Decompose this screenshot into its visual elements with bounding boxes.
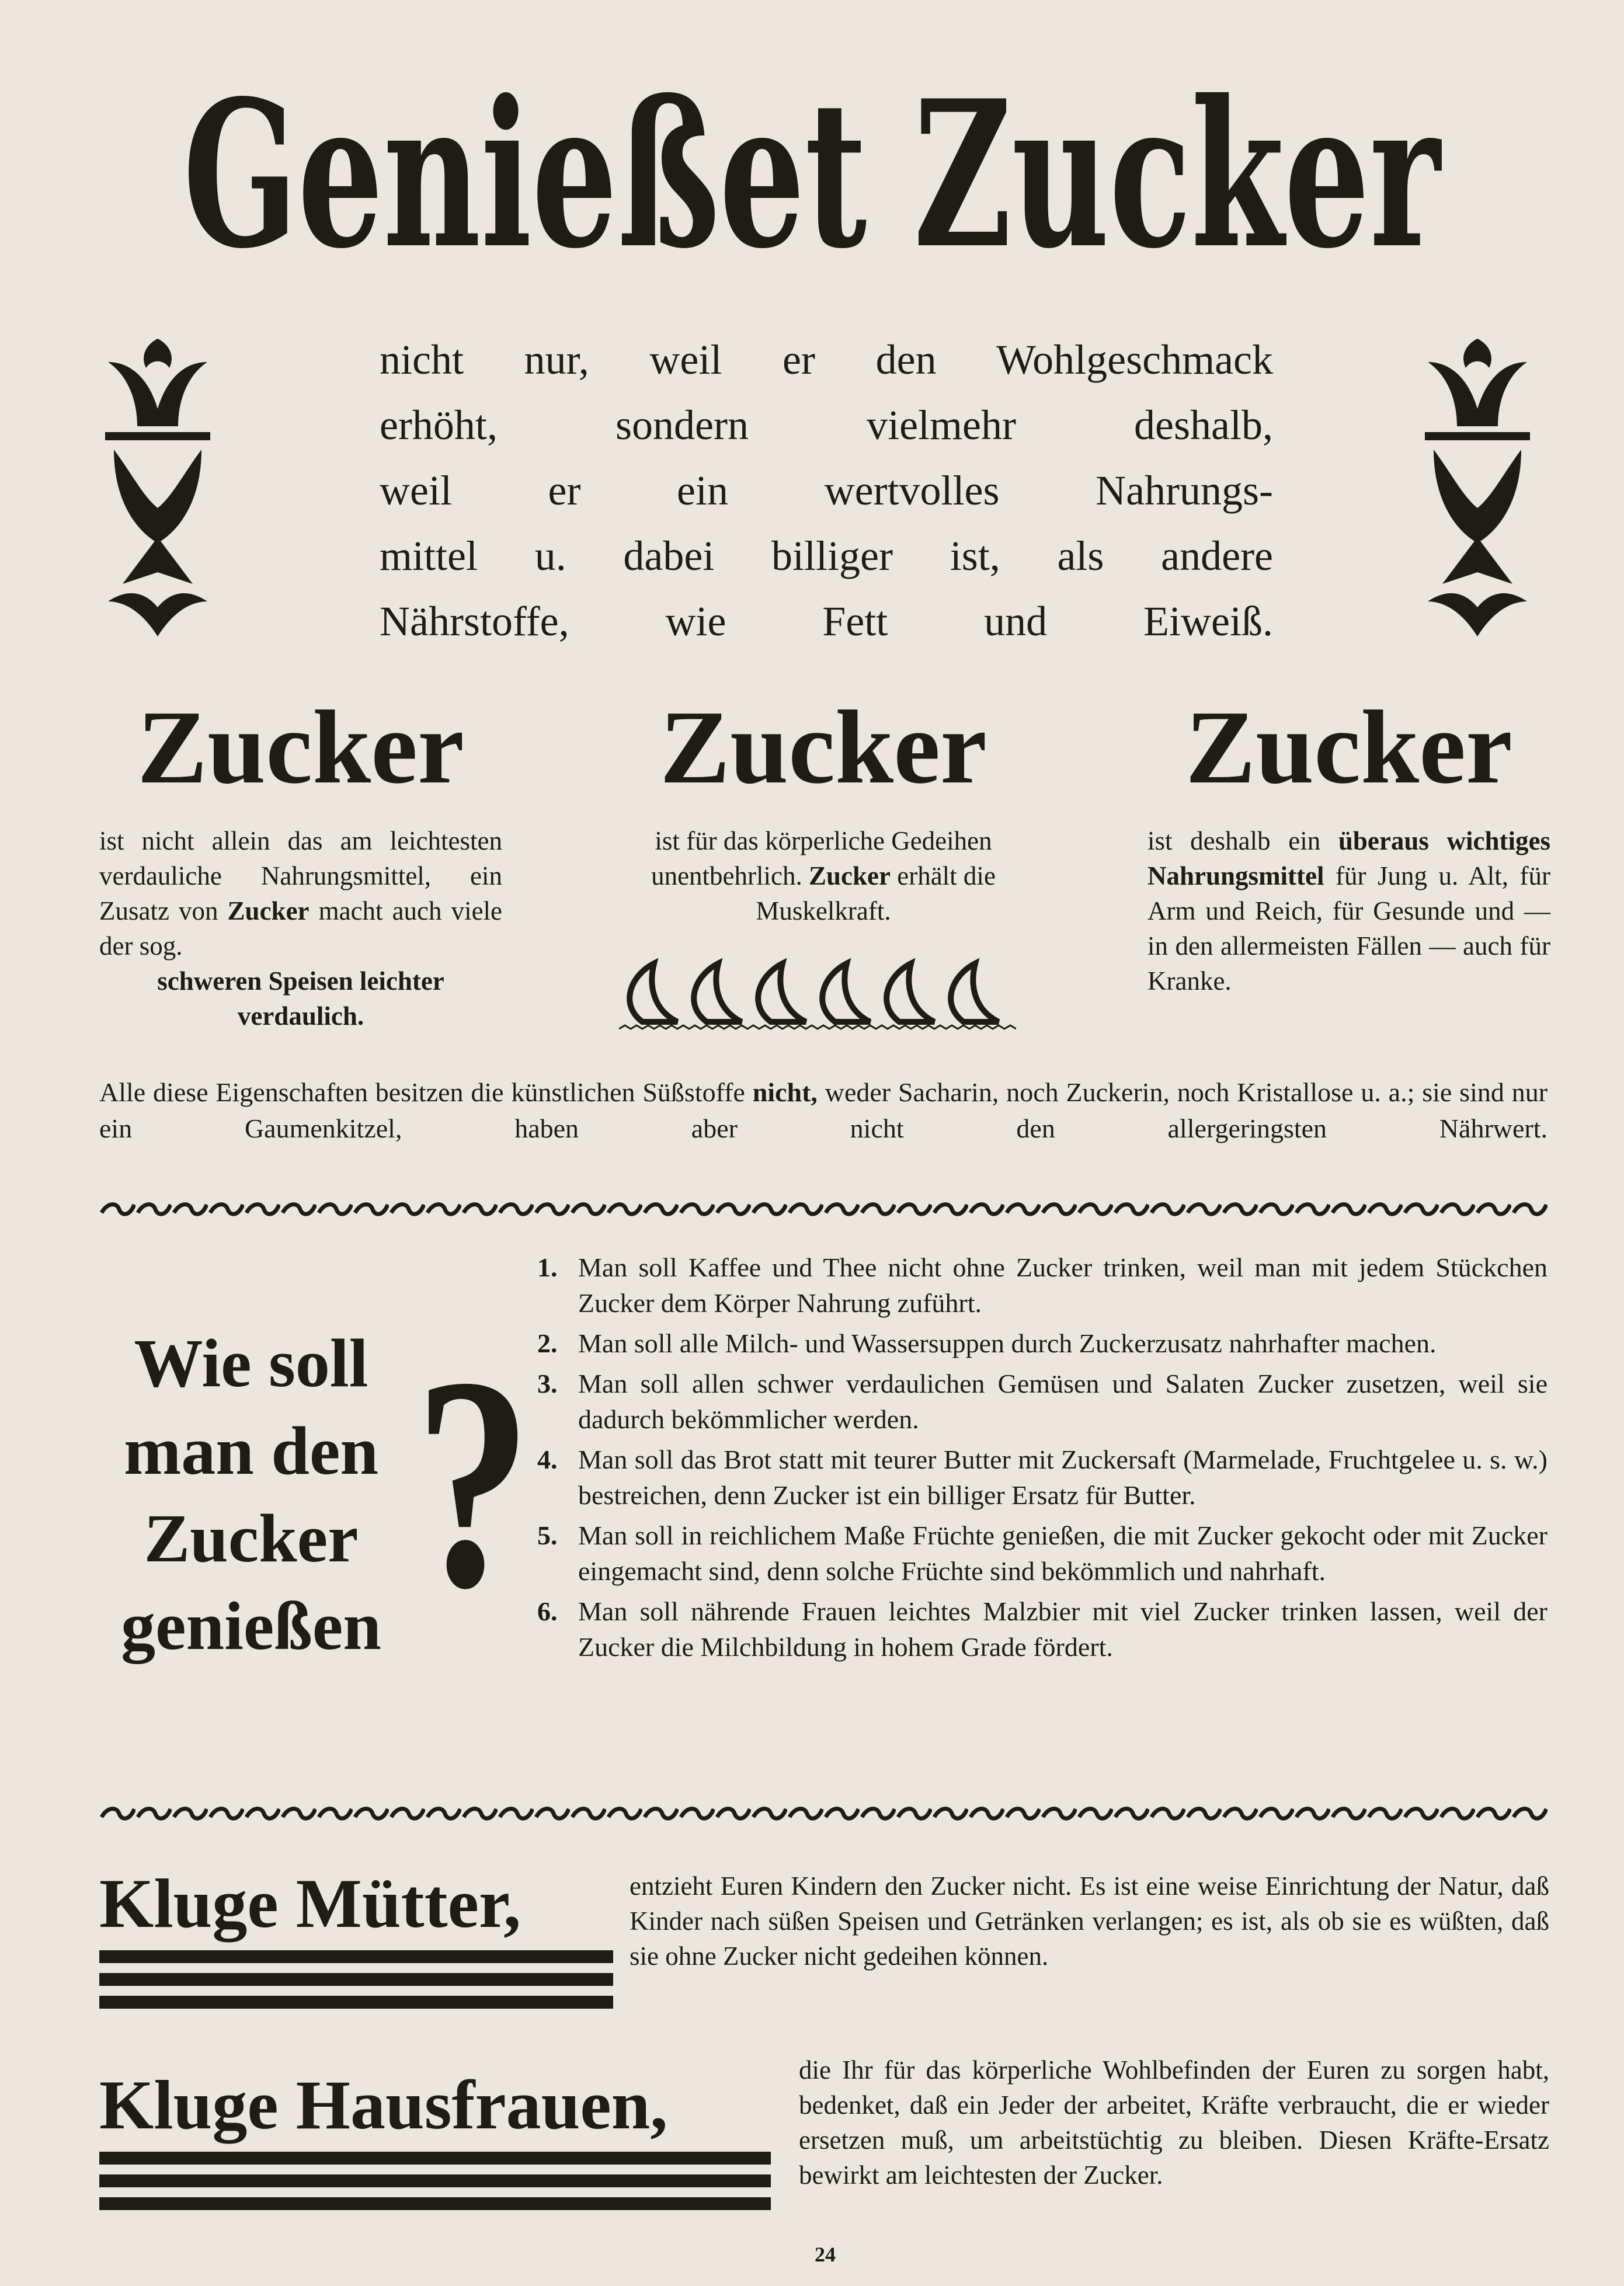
column-1 — [99, 689, 502, 1034]
leaf-ornament-icon — [619, 958, 1016, 1034]
question-heading — [93, 1320, 409, 1670]
bold-text: Zucker — [227, 896, 310, 925]
question-line: Zucker — [144, 1500, 359, 1577]
column-text: ist deshalb ein — [1147, 826, 1321, 855]
rope-border-divider — [99, 1200, 1548, 1217]
column-text: macht auch viele der sog. — [99, 896, 503, 961]
list-number: 5. — [537, 1520, 558, 1550]
list-number: 6. — [537, 1596, 558, 1626]
list-item — [537, 1366, 1548, 1437]
floral-ornament-icon — [1416, 327, 1539, 642]
intro-line: nicht nur, weil er den Wohlgeschmack — [380, 336, 1273, 383]
tips-list — [537, 1250, 1548, 1669]
list-text: Man soll nährende Frauen leichtes Malzbier mit viel Zucker trinken lassen, weil der Zucker die Milchbildung in hohem Grade fördert. — [578, 1596, 1548, 1662]
muetter-heading-block — [99, 1863, 613, 2019]
question-line: genießen — [121, 1588, 381, 1664]
list-text: Man soll Kaffee und Thee nicht ohne Zucker trinken, weil man mit jedem Stückchen Zucker dem Körper Nahrung zuführt. — [578, 1252, 1548, 1318]
list-item — [537, 1593, 1548, 1665]
list-number: 4. — [537, 1445, 558, 1474]
question-mark: ? — [415, 1314, 531, 1651]
column-text: ist für das körperliche Gedeihen unentbehrlich. — [651, 826, 992, 890]
column-text: für Jung u. Alt, für Arm und Reich, für Gesunde und — in den allermeisten Fällen — auch für Kranke. — [1147, 861, 1551, 996]
column-text: erhält die Muskelkraft. — [756, 861, 996, 925]
paragraph-text: weder Sacharin, noch Zuckerin, noch Kristallose u. a.; sie sind nur ein Gaumenkitzel, haben aber nicht den allergeringsten Nährwert. — [99, 1077, 1548, 1143]
list-text: Man soll in reichlichem Maße Früchte genießen, die mit Zucker gekocht oder mit Zucker eingemacht sind, denn solche Früchte sind bekömmlich und nahrhaft. — [578, 1520, 1548, 1586]
list-item — [537, 1325, 1548, 1361]
list-item — [537, 1518, 1548, 1589]
floral-ornament-icon — [96, 327, 219, 642]
column-heading: Zucker — [137, 689, 464, 805]
muetter-text: entzieht Euren Kindern den Zucker nicht. Es ist eine weise Einrichtung der Natur, daß Kinder nach süßen Speisen und Getränken verlangen; es ist, als ob sie es wüßten, daß sie ohne Zucker nicht gedeihen können. — [630, 1871, 1549, 1971]
list-item — [537, 1442, 1548, 1513]
column-text: ist nicht allein das am leichtesten verdauliche Nahrungsmittel, ein Zusatz von — [99, 826, 502, 925]
section-heading: Kluge Mütter, — [99, 1864, 521, 1942]
page-number: 24 — [815, 2243, 836, 2266]
intro-line: weil er ein wertvolles Nahrungs- — [380, 467, 1273, 514]
sweetener-paragraph — [99, 1074, 1548, 1147]
hausfrauen-heading-block — [99, 2064, 771, 2220]
bold-text: nicht, — [752, 1077, 818, 1107]
paragraph-text: Alle diese Eigenschaften besitzen die künstlichen Süßstoffe — [99, 1077, 745, 1107]
bold-text: schweren Speisen leichter verdaulich. — [157, 966, 444, 1031]
intro-line: mittel u. dabei billiger ist, als andere — [380, 533, 1273, 579]
intro-paragraph — [380, 327, 1273, 654]
list-number: 1. — [537, 1252, 558, 1282]
column-2 — [619, 689, 1028, 1036]
bold-text: Zucker — [809, 861, 891, 890]
list-text: Man soll allen schwer verdaulichen Gemüsen und Salaten Zucker zusetzen, weil sie dadurch bekömmlicher werden. — [578, 1369, 1548, 1434]
bold-text: überaus wichtiges Nahrungsmittel — [1147, 826, 1551, 890]
question-line: man den — [123, 1412, 379, 1489]
list-text: Man soll das Brot statt mit teurer Butter mit Zuckersaft (Marmelade, Fruchtgelee u. s. w.) bestreichen, denn Zucker ist ein billiger Ersatz für Butter. — [578, 1445, 1548, 1510]
list-text: Man soll alle Milch- und Wassersuppen durch Zuckerzusatz nahrhafter machen. — [578, 1328, 1437, 1358]
column-heading: Zucker — [1185, 689, 1512, 805]
intro-line: Nährstoffe, wie Fett und Eiweiß. — [380, 598, 1273, 645]
question-line: Wie soll — [134, 1325, 368, 1401]
heading-bars — [99, 2152, 771, 2210]
section-heading: Kluge Hausfrauen, — [99, 2066, 668, 2144]
heading-bars — [99, 1950, 613, 2009]
column-3 — [1147, 689, 1550, 998]
hausfrauen-text: die Ihr für das körperliche Wohlbefinden der Euren zu sorgen habt, bedenket, daß ein Jeder der arbeitet, Kräfte verbraucht, die er wieder ersetzen muß, um arbeitstüchtig zu bleiben. Diesen Kräfte-Ersatz bewirkt am leichtesten der Zucker. — [799, 2055, 1549, 2190]
column-heading: Zucker — [660, 689, 987, 805]
intro-line: erhöht, sondern vielmehr deshalb, — [380, 402, 1273, 448]
page-title: Genießet Zucker — [183, 57, 1441, 294]
list-number: 3. — [537, 1369, 558, 1398]
rope-border-divider — [99, 1804, 1548, 1822]
list-number: 2. — [537, 1328, 558, 1358]
list-item — [537, 1250, 1548, 1321]
